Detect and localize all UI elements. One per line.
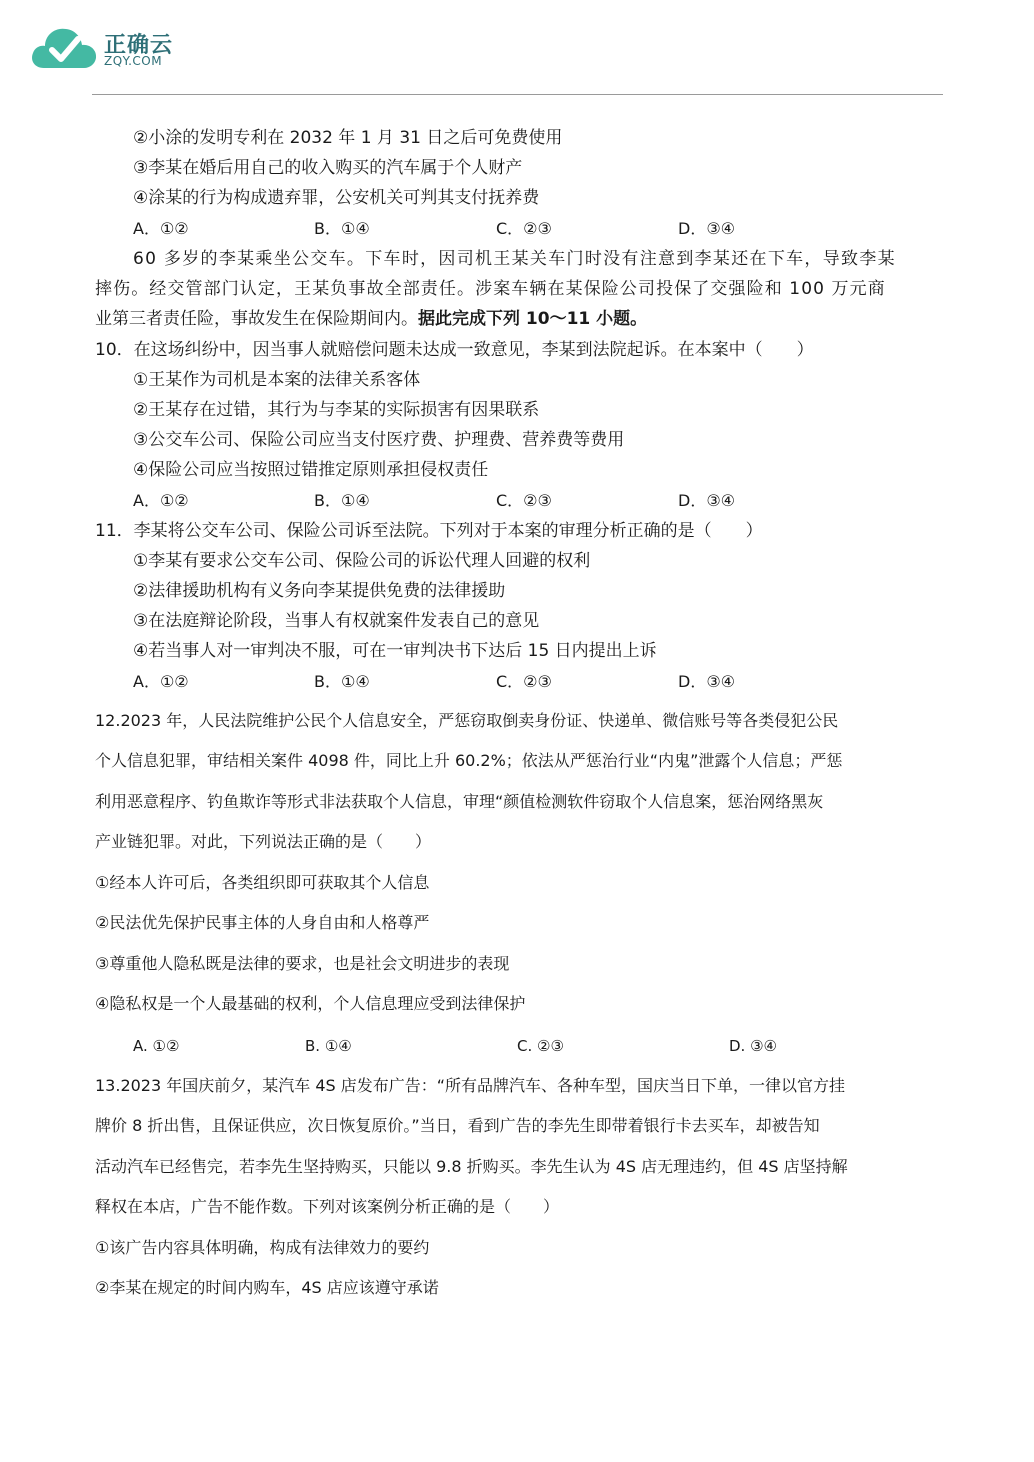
q10-item-2: ②王某存在过错，其行为与李某的实际损害有因果联系 (133, 400, 540, 420)
q11-option-d: D．③④ (678, 672, 736, 691)
q12-item-4: ④隐私权是一个人最基础的权利，个人信息理应受到法律保护 (95, 994, 526, 1013)
q11-item-1: ①李某有要求公交车公司、保险公司的诉讼代理人回避的权利 (133, 551, 591, 571)
q12-stem-line-4: 产业链犯罪。对此，下列说法正确的是（ ） (95, 832, 432, 851)
q10-option-c: C．②③ (496, 491, 552, 510)
q13-stem-line-2: 牌价 8 折出售，且保证供应，次日恢复原价。”当日，看到广告的李先生即带着银行卡去买车，却被告知 (95, 1116, 820, 1135)
q10-option-a: A．①② (133, 491, 189, 510)
q11-stem: 11．李某将公交车公司、保险公司诉至法院。下列对于本案的审理分析正确的是（ ） (95, 521, 763, 541)
brand-logo (30, 22, 190, 74)
q12-option-b: B. ①④ (305, 1037, 352, 1055)
q9-option-d: D．③④ (678, 219, 736, 238)
q11-item-3: ③在法庭辩论阶段，当事人有权就案件发表自己的意见 (133, 611, 540, 631)
q10-stem: 10．在这场纠纷中，因当事人就赔偿问题未达成一致意见，李某到法院起诉。在本案中（ ） (95, 340, 814, 360)
q12-stem-line-1: 12.2023 年，人民法院维护公民个人信息安全，严惩窃取倒卖身份证、快递单、微信账号等各类侵犯公民 (95, 711, 839, 730)
q12-stem-line-3: 利用恶意程序、钓鱼欺诈等形式非法获取个人信息，审理“颜值检测软件窃取个人信息案，惩治网络黑灰 (95, 792, 824, 811)
cloud-check-icon (30, 22, 100, 74)
q12-stem-line-2: 个人信息犯罪，审结相关案件 4098 件，同比上升 60.2%；依法从严惩治行业“内鬼”泄露个人信息；严惩 (95, 751, 843, 770)
q13-item-2: ②李某在规定的时间内购车，4S 店应该遵守承诺 (95, 1278, 439, 1297)
passage-instruction: 据此完成下列 10～11 小题。 (418, 309, 648, 329)
q11-item-2: ②法律援助机构有义务向李某提供免费的法律援助 (133, 581, 506, 601)
brand-site: ZQY.COM (104, 54, 163, 68)
q13-item-1: ①该广告内容具体明确，构成有法律效力的要约 (95, 1238, 430, 1257)
brand-name: 正确云 (104, 33, 174, 58)
q10-item-3: ③公交车公司、保险公司应当支付医疗费、护理费、营养费等费用 (133, 430, 625, 450)
q12-item-3: ③尊重他人隐私既是法律的要求，也是社会文明进步的表现 (95, 954, 510, 973)
q12-option-d: D. ③④ (729, 1037, 777, 1055)
q11-item-4: ④若当事人对一审判决不服，可在一审判决书下达后 15 日内提出上诉 (133, 641, 657, 661)
q13-stem-line-1: 13.2023 年国庆前夕，某汽车 4S 店发布广告：“所有品牌汽车、各种车型，国庆当日下单，一律以官方挂 (95, 1076, 846, 1095)
q11-option-c: C．②③ (496, 672, 552, 691)
q9-item-2: ②小涂的发明专利在 2032 年 1 月 31 日之后可免费使用 (133, 128, 563, 148)
q11-option-b: B．①④ (314, 672, 370, 691)
q11-option-a: A．①② (133, 672, 189, 691)
q9-item-4: ④涂某的行为构成遗弃罪，公安机关可判其支付抚养费 (133, 188, 540, 208)
q10-option-d: D．③④ (678, 491, 736, 510)
q13-stem-line-4: 释权在本店，广告不能作数。下列对该案例分析正确的是（ ） (95, 1197, 560, 1216)
q10-item-4: ④保险公司应当按照过错推定原则承担侵权责任 (133, 460, 489, 480)
q9-item-3: ③李某在婚后用自己的收入购买的汽车属于个人财产 (133, 158, 523, 178)
q9-option-b: B．①④ (314, 219, 370, 238)
passage-line-2: 摔伤。经交管部门认定，王某负事故全部责任。涉案车辆在某保险公司投保了交强险和 100 万元商 (95, 279, 886, 299)
passage-line-1: 60 多岁的李某乘坐公交车。下车时，因司机王某关车门时没有注意到李某还在下车，导致李某 (133, 249, 896, 269)
header-divider (92, 94, 943, 95)
q12-option-a: A. ①② (133, 1037, 180, 1055)
q12-item-2: ②民法优先保护民事主体的人身自由和人格尊严 (95, 913, 430, 932)
q12-item-1: ①经本人许可后，各类组织即可获取其个人信息 (95, 873, 430, 892)
q9-option-c: C．②③ (496, 219, 552, 238)
q9-option-a: A．①② (133, 219, 189, 238)
q12-option-c: C. ②③ (517, 1037, 564, 1055)
q13-stem-line-3: 活动汽车已经售完，若李先生坚持购买，只能以 9.8 折购买。李先生认为 4S 店无理违约，但 4S 店坚持解 (95, 1157, 848, 1176)
q10-option-b: B．①④ (314, 491, 370, 510)
q10-item-1: ①王某作为司机是本案的法律关系客体 (133, 370, 421, 390)
passage-line-3: 业第三者责任险，事故发生在保险期间内。据此完成下列 10～11 小题。 (95, 309, 648, 329)
